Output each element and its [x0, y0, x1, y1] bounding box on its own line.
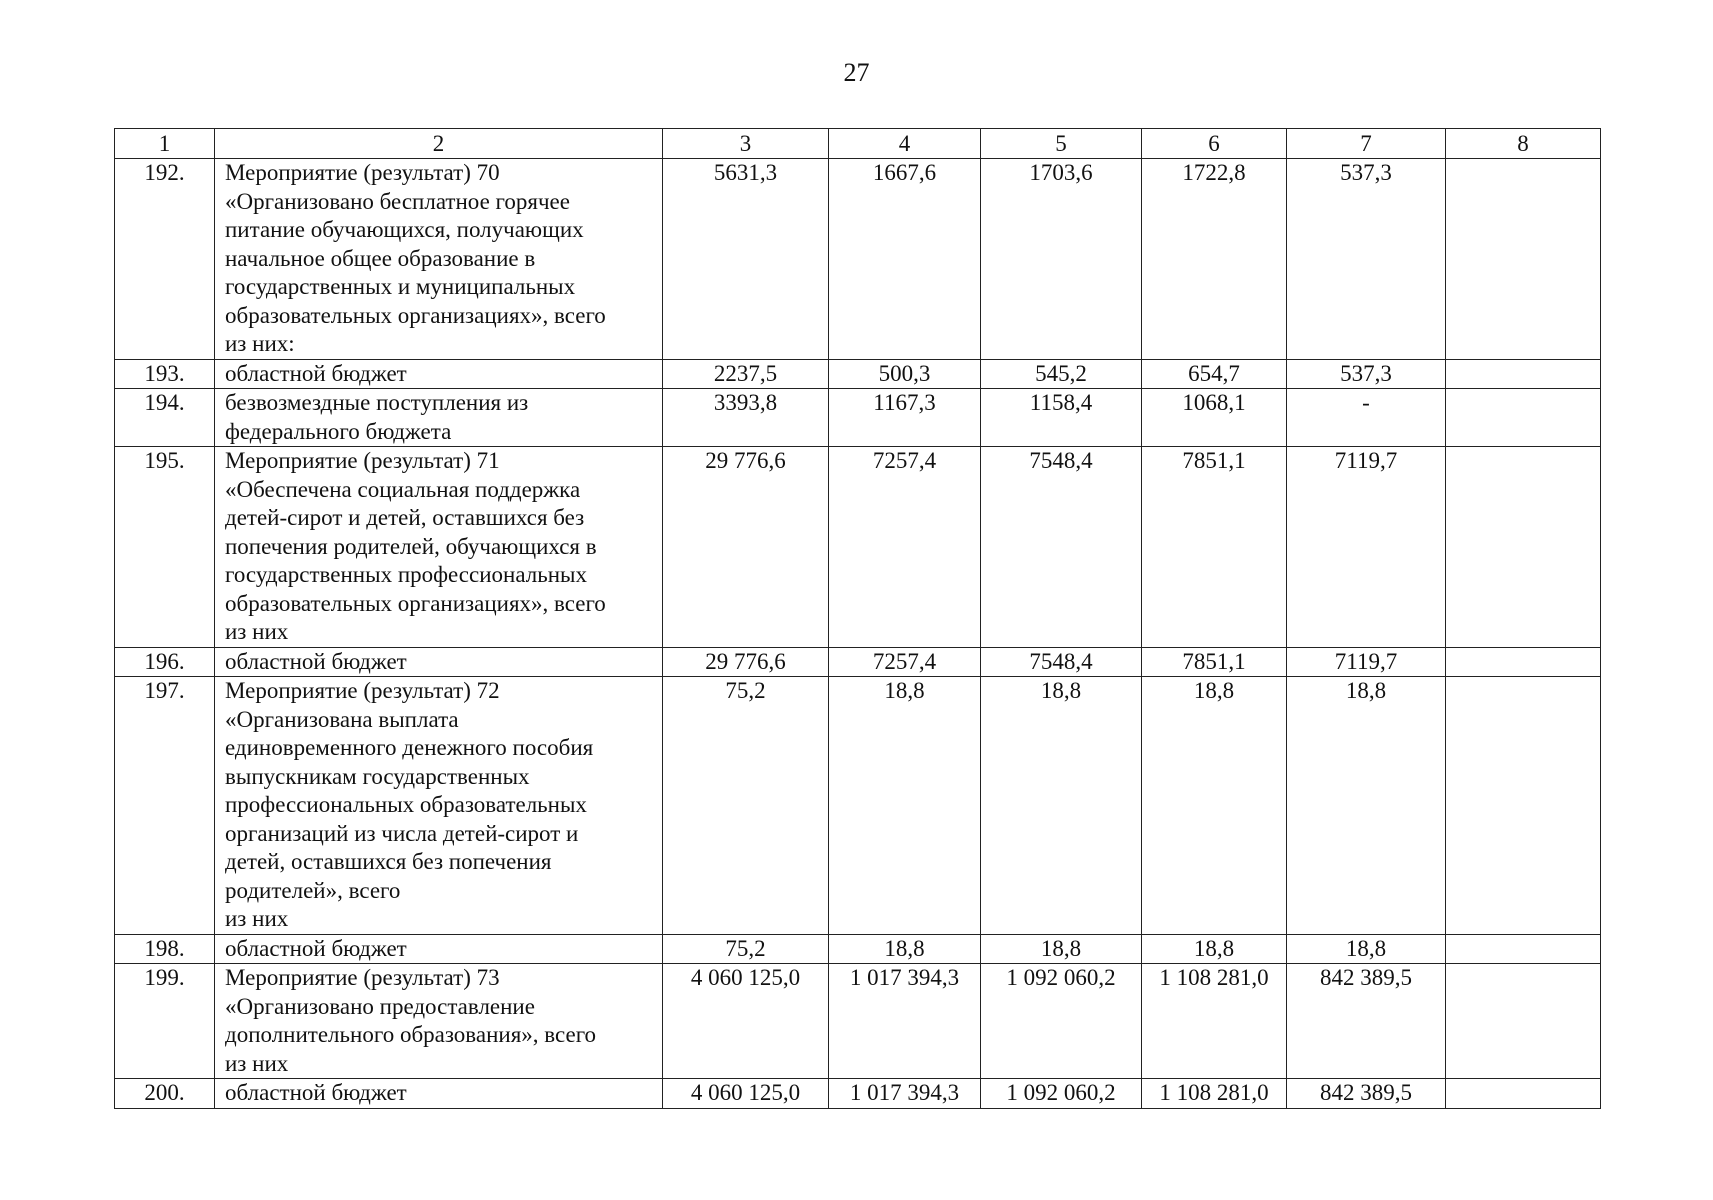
table-row [115, 677, 1601, 935]
description-line: областной бюджет [225, 1080, 407, 1105]
table-body [115, 159, 1601, 1109]
value-cell-4: 1 017 394,3 [829, 1079, 981, 1109]
value-cell-7: 537,3 [1287, 159, 1446, 360]
value-cell-3: 2237,5 [663, 359, 829, 389]
description-line: детей-сирот и детей, оставшихся без [225, 505, 585, 530]
value-cell-8 [1446, 1079, 1601, 1109]
column-header: 1 [115, 129, 215, 159]
description-line: организаций из числа детей-сирот и [225, 820, 579, 846]
value-cell-7: 7119,7 [1287, 447, 1446, 648]
description-line: питание обучающихся, получающих [225, 217, 584, 242]
value-cell-6: 1722,8 [1142, 159, 1287, 360]
value-cell-6: 18,8 [1142, 934, 1287, 964]
description-line: образовательных организациях», всего [225, 302, 606, 328]
value-cell-6: 7851,1 [1142, 647, 1287, 677]
table-row [115, 964, 1601, 1079]
value-cell-6: 654,7 [1142, 359, 1287, 389]
value-cell-8 [1446, 934, 1601, 964]
value-cell-5: 1703,6 [981, 159, 1142, 360]
table-row [115, 1079, 1601, 1109]
column-header: 7 [1287, 129, 1446, 159]
value-cell-3: 5631,3 [663, 159, 829, 360]
value-cell-4: 18,8 [829, 934, 981, 964]
value-cell-6: 7851,1 [1142, 447, 1287, 648]
value-cell-3: 75,2 [663, 677, 829, 935]
row-description [215, 359, 663, 389]
value-cell-8 [1446, 447, 1601, 648]
description-line: государственных и муниципальных [225, 274, 576, 299]
page-number: 27 [843, 58, 870, 87]
row-description [215, 1079, 663, 1109]
value-cell-3: 29 776,6 [663, 447, 829, 648]
description-line: начальное общее образование в [225, 245, 536, 271]
table-row [115, 647, 1601, 677]
column-header: 8 [1446, 129, 1601, 159]
description-line: областной бюджет [225, 648, 407, 674]
description-line: Мероприятие (результат) 71 [225, 448, 500, 473]
value-cell-7: 842 389,5 [1287, 1079, 1446, 1109]
value-cell-3: 3393,8 [663, 389, 829, 447]
table-row [115, 159, 1601, 360]
value-cell-4: 1667,6 [829, 159, 981, 360]
value-cell-8 [1446, 964, 1601, 1079]
value-cell-7: 842 389,5 [1287, 964, 1446, 1079]
budget-table [114, 128, 1601, 1109]
value-cell-8 [1446, 389, 1601, 447]
row-description [215, 677, 663, 935]
description-line: из них: [225, 331, 295, 356]
description-line: выпускникам государственных [225, 763, 530, 789]
value-cell-7: 7119,7 [1287, 647, 1446, 677]
row-description [215, 647, 663, 677]
row-number: 200. [115, 1079, 215, 1109]
column-header: 4 [829, 129, 981, 159]
value-cell-4: 18,8 [829, 677, 981, 935]
description-line: родителей», всего [225, 877, 401, 903]
value-cell-5: 1158,4 [981, 389, 1142, 447]
row-number: 198. [115, 934, 215, 964]
row-number: 192. [115, 159, 215, 360]
description-line: попечения родителей, обучающихся в [225, 533, 597, 559]
column-header: 3 [663, 129, 829, 159]
value-cell-4: 7257,4 [829, 447, 981, 648]
row-description [215, 934, 663, 964]
table-row [115, 934, 1601, 964]
value-cell-5: 18,8 [981, 934, 1142, 964]
description-line: профессиональных образовательных [225, 792, 587, 817]
row-number: 194. [115, 389, 215, 447]
row-number: 195. [115, 447, 215, 648]
description-line: Мероприятие (результат) 72 [225, 678, 500, 703]
description-line: областной бюджет [225, 935, 407, 961]
value-cell-3: 4 060 125,0 [663, 1079, 829, 1109]
description-line: образовательных организациях», всего [225, 590, 606, 616]
description-line: областной бюджет [225, 360, 407, 386]
row-number: 193. [115, 359, 215, 389]
description-line: «Обеспечена социальная поддержка [225, 476, 581, 502]
row-number: 197. [115, 677, 215, 935]
description-line: Мероприятие (результат) 70 [225, 160, 500, 185]
description-line: из них [225, 906, 289, 931]
description-line: Мероприятие (результат) 73 [225, 965, 500, 990]
header-row [115, 129, 1601, 159]
value-cell-3: 4 060 125,0 [663, 964, 829, 1079]
description-line: федерального бюджета [225, 418, 452, 444]
value-cell-7: 18,8 [1287, 677, 1446, 935]
value-cell-7: 537,3 [1287, 359, 1446, 389]
value-cell-5: 1 092 060,2 [981, 1079, 1142, 1109]
value-cell-8 [1446, 647, 1601, 677]
value-cell-5: 7548,4 [981, 447, 1142, 648]
description-line: «Организована выплата [225, 706, 459, 732]
value-cell-5: 1 092 060,2 [981, 964, 1142, 1079]
description-line: «Организовано предоставление [225, 993, 535, 1019]
column-header: 6 [1142, 129, 1287, 159]
description-line: детей, оставшихся без попечения [225, 849, 552, 874]
row-description [215, 447, 663, 648]
table-row [115, 389, 1601, 447]
value-cell-3: 29 776,6 [663, 647, 829, 677]
description-line: безвозмездные поступления из [225, 390, 529, 415]
table-row [115, 359, 1601, 389]
row-description [215, 389, 663, 447]
value-cell-8 [1446, 159, 1601, 360]
value-cell-5: 18,8 [981, 677, 1142, 935]
value-cell-6: 1068,1 [1142, 389, 1287, 447]
description-line: дополнительного образования», всего [225, 1022, 597, 1047]
value-cell-7: - [1287, 389, 1446, 447]
value-cell-5: 545,2 [981, 359, 1142, 389]
value-cell-7: 18,8 [1287, 934, 1446, 964]
description-line: из них [225, 1050, 289, 1076]
value-cell-4: 1167,3 [829, 389, 981, 447]
description-line: единовременного денежного пособия [225, 735, 594, 760]
row-number: 199. [115, 964, 215, 1079]
value-cell-4: 500,3 [829, 359, 981, 389]
value-cell-4: 7257,4 [829, 647, 981, 677]
column-header: 2 [215, 129, 663, 159]
value-cell-6: 18,8 [1142, 677, 1287, 935]
value-cell-5: 7548,4 [981, 647, 1142, 677]
value-cell-6: 1 108 281,0 [1142, 964, 1287, 1079]
value-cell-4: 1 017 394,3 [829, 964, 981, 1079]
value-cell-8 [1446, 677, 1601, 935]
table-row [115, 447, 1601, 648]
row-number: 196. [115, 647, 215, 677]
column-header: 5 [981, 129, 1142, 159]
value-cell-3: 75,2 [663, 934, 829, 964]
value-cell-6: 1 108 281,0 [1142, 1079, 1287, 1109]
description-line: государственных профессиональных [225, 562, 587, 587]
row-description [215, 159, 663, 360]
description-line: из них [225, 619, 289, 644]
value-cell-8 [1446, 359, 1601, 389]
row-description [215, 964, 663, 1079]
description-line: «Организовано бесплатное горячее [225, 188, 570, 214]
